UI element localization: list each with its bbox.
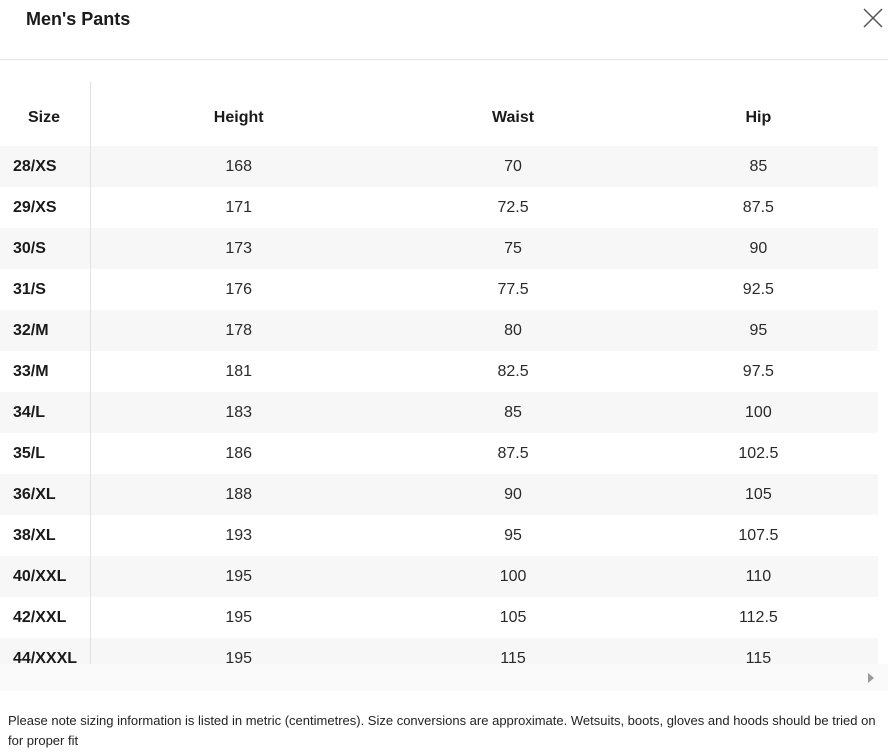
height-cell: 195 [90, 597, 387, 638]
size-chart-table [0, 90, 878, 664]
waist-cell: 70 [387, 146, 638, 187]
hip-cell: 87.5 [639, 187, 878, 228]
waist-cell: 115 [387, 638, 638, 664]
size-cell: 30/S [0, 228, 90, 269]
modal-header [0, 0, 888, 60]
scroll-right-arrow-icon[interactable] [868, 673, 874, 683]
height-cell: 168 [90, 146, 387, 187]
waist-cell: 77.5 [387, 269, 638, 310]
hip-cell: 97.5 [639, 351, 878, 392]
hip-cell: 112.5 [639, 597, 878, 638]
table-row [0, 597, 878, 638]
column-header-hip: Hip [745, 109, 772, 126]
height-cell: 178 [90, 310, 387, 351]
size-cell: 36/XL [0, 474, 90, 515]
hip-cell: 85 [639, 146, 878, 187]
column-header-waist: Waist [492, 109, 535, 126]
size-cell: 40/XXL [0, 556, 90, 597]
waist-cell: 82.5 [387, 351, 638, 392]
size-chart-table-container[interactable] [0, 60, 878, 664]
waist-cell: 100 [387, 556, 638, 597]
table-row [0, 146, 878, 187]
table-row [0, 474, 878, 515]
size-cell: 28/XS [0, 146, 90, 187]
hip-cell: 107.5 [639, 515, 878, 556]
table-row [0, 310, 878, 351]
size-cell: 31/S [0, 269, 90, 310]
column-header-height: Height [213, 109, 264, 126]
horizontal-scrollbar[interactable] [0, 664, 888, 691]
table-row [0, 515, 878, 556]
height-cell: 183 [90, 392, 387, 433]
hip-cell: 105 [639, 474, 878, 515]
waist-cell: 72.5 [387, 187, 638, 228]
height-cell: 181 [90, 351, 387, 392]
modal-title: Men's Pants [26, 9, 131, 29]
size-cell: 33/M [0, 351, 90, 392]
height-cell: 171 [90, 187, 387, 228]
hip-cell: 90 [639, 228, 878, 269]
size-cell: 29/XS [0, 187, 90, 228]
table-row [0, 556, 878, 597]
waist-cell: 87.5 [387, 433, 638, 474]
height-cell: 195 [90, 556, 387, 597]
table-row [0, 351, 878, 392]
waist-cell: 95 [387, 515, 638, 556]
hip-cell: 102.5 [639, 433, 878, 474]
height-cell: 186 [90, 433, 387, 474]
waist-cell: 85 [387, 392, 638, 433]
table-row [0, 269, 878, 310]
hip-cell: 110 [639, 556, 878, 597]
size-cell: 32/M [0, 310, 90, 351]
table-row [0, 228, 878, 269]
waist-cell: 105 [387, 597, 638, 638]
table-row [0, 433, 878, 474]
size-cell: 38/XL [0, 515, 90, 556]
table-row [0, 187, 878, 228]
size-cell: 35/L [0, 433, 90, 474]
height-cell: 193 [90, 515, 387, 556]
column-header-size: Size [28, 109, 61, 126]
waist-cell: 90 [387, 474, 638, 515]
table-header-row [0, 90, 878, 146]
size-cell: 42/XXL [0, 597, 90, 638]
height-cell: 195 [90, 638, 387, 664]
size-cell: 34/L [0, 392, 90, 433]
size-cell: 44/XXXL [0, 638, 90, 664]
close-icon[interactable] [863, 8, 883, 28]
hip-cell: 100 [639, 392, 878, 433]
table-row [0, 392, 878, 433]
hip-cell: 115 [639, 638, 878, 664]
height-cell: 176 [90, 269, 387, 310]
waist-cell: 80 [387, 310, 638, 351]
hip-cell: 95 [639, 310, 878, 351]
table-row [0, 638, 878, 664]
sticky-column-divider [90, 82, 91, 664]
hip-cell: 92.5 [639, 269, 878, 310]
height-cell: 188 [90, 474, 387, 515]
sizing-note: Please note sizing information is listed in metric (centimetres). Size conversions are approximate. Wetsuits, boots, gloves and hoods should be tried on for proper fit [8, 713, 876, 748]
height-cell: 173 [90, 228, 387, 269]
waist-cell: 75 [387, 228, 638, 269]
